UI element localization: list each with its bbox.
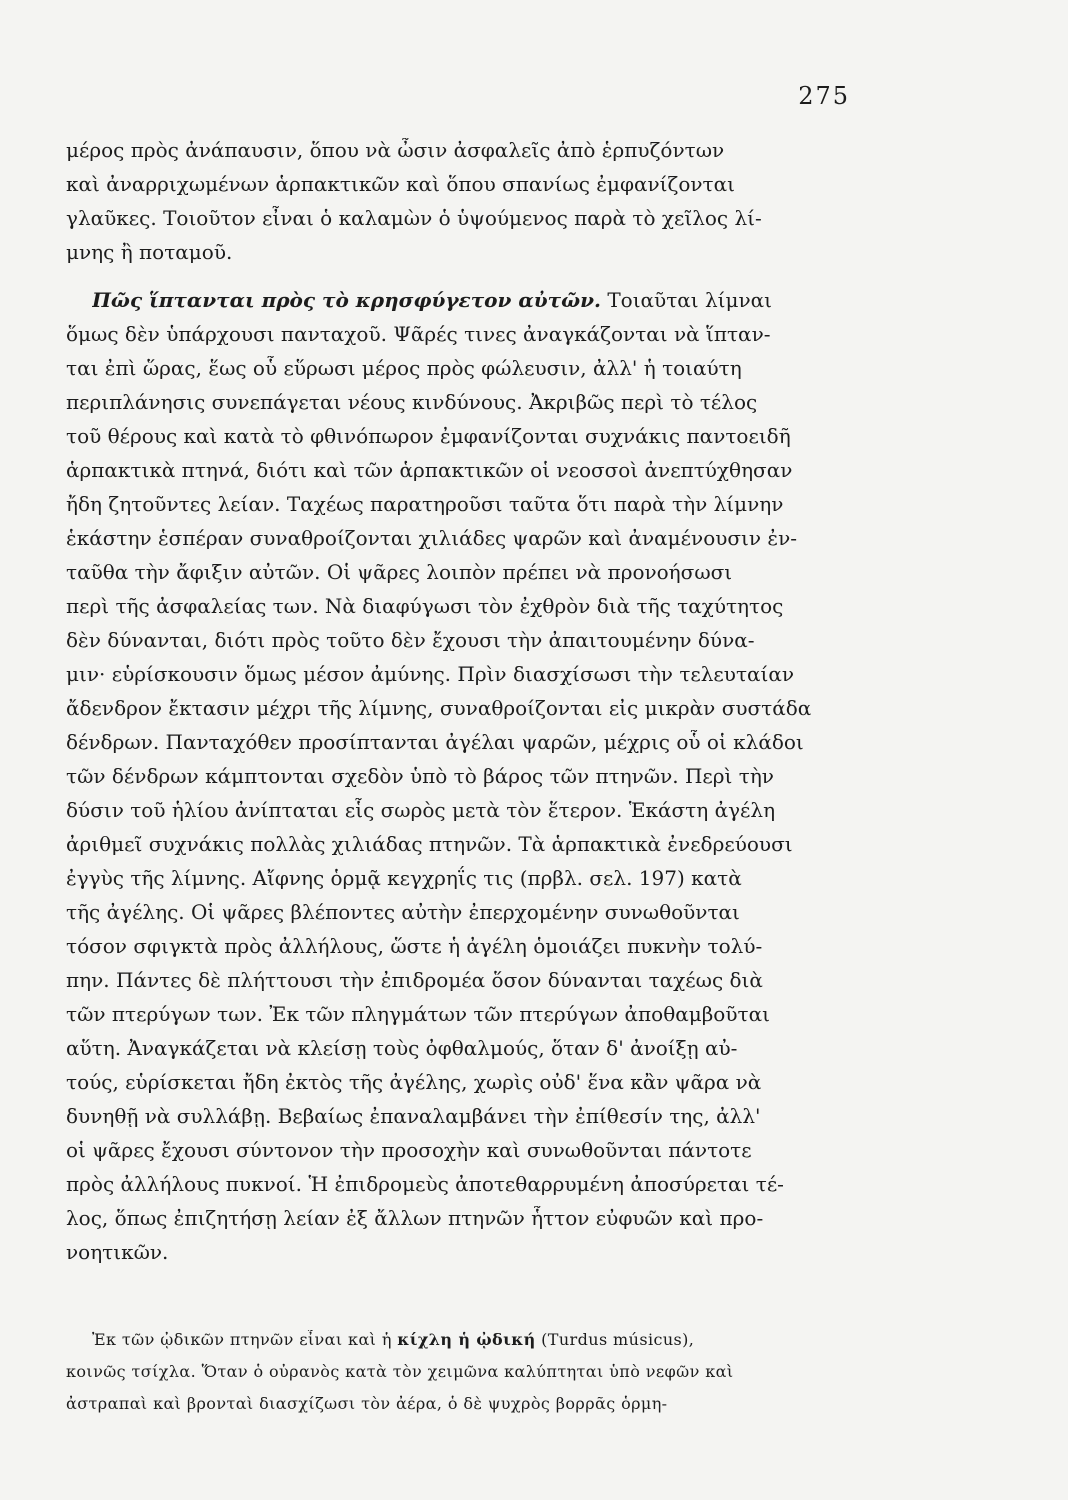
text-line: νοητικῶν. (66, 1240, 169, 1264)
text-line: περὶ τῆς ἀσφαλείας των. Νὰ διαφύγωσι τὸν ἐχθρὸν διὰ τῆς ταχύτητος (66, 594, 784, 618)
footnote-text: Ἐκ τῶν ᾠδικῶν πτηνῶν εἶναι καὶ ἡ (92, 1330, 398, 1349)
footnote-bold-term: κίχλη ἡ ᾠδική (397, 1330, 536, 1349)
footnote-line: κοινῶς τσίχλα. Ὅταν ὁ οὐρανὸς κατὰ τὸν χειμῶνα καλύπτηται ὑπὸ νεφῶν καὶ (66, 1362, 734, 1381)
text-line: δὲν δύνανται, διότι πρὸς τοῦτο δὲν ἔχουσι τὴν ἀπαιτουμένην δύνα- (66, 628, 755, 652)
text-line: ται ἐπὶ ὥρας, ἕως οὗ εὕρωσι μέρος πρὸς φώλευσιν, ἀλλ' ἡ τοιαύτη (66, 356, 742, 380)
text-line: τῶν δένδρων κάμπτονται σχεδὸν ὑπὸ τὸ βάρος τῶν πτηνῶν. Περὶ τὴν (66, 764, 774, 788)
text-line: τῶν πτερύγων των. Ἐκ τῶν πληγμάτων τῶν πτερύγων ἀποθαμβοῦται (66, 1002, 770, 1026)
text-line: καὶ ἀναρριχωμένων ἁρπακτικῶν καὶ ὅπου σπανίως ἐμφανίζονται (66, 172, 735, 196)
footnote-line (92, 1330, 882, 1349)
text-line: λος, ὅπως ἐπιζητήσῃ λείαν ἐξ ἄλλων πτηνῶν ἧττον εὐφυῶν καὶ προ- (66, 1206, 764, 1230)
text-line: ἁρπακτικὰ πτηνά, διότι καὶ τῶν ἁρπακτικῶν οἱ νεοσσοὶ ἀνεπτύχθησαν (66, 458, 793, 482)
text-line: περιπλάνησις συνεπάγεται νέους κινδύνους. Ἀκριβῶς περὶ τὸ τέλος (66, 390, 758, 414)
text-line: ἀριθμεῖ συχνάκις πολλὰς χιλιάδας πτηνῶν. Τὰ ἁρπακτικὰ ἐνεδρεύουσι (66, 832, 793, 856)
text-line: ἐγγὺς τῆς λίμνης. Αἴφνης ὁρμᾷ κεγχρηΐς τις (πρβλ. σελ. 197) κατὰ (66, 866, 742, 890)
text-line: δυνηθῇ νὰ συλλάβῃ. Βεβαίως ἐπαναλαμβάνει τὴν ἐπίθεσίν της, ἀλλ' (66, 1104, 761, 1128)
footnote-latin-name: (Turdus músicus), (535, 1330, 695, 1349)
text-line: οἱ ψᾶρες ἔχουσι σύντονον τὴν προσοχὴν καὶ συνωθοῦνται πάντοτε (66, 1138, 752, 1162)
text-line: πρὸς ἀλλήλους πυκνοί. Ἡ ἐπιδρομεὺς ἀποτεθαρρυμένη ἀποσύρεται τέ- (66, 1172, 784, 1196)
text-line: τῆς ἀγέλης. Οἱ ψᾶρες βλέποντες αὐτὴν ἐπερχομένην συνωθοῦνται (66, 900, 740, 924)
text-line: αὕτη. Ἀναγκάζεται νὰ κλείσῃ τοὺς ὀφθαλμούς, ὅταν δ' ἀνοίξῃ αὐ- (66, 1036, 738, 1060)
text-line: δύσιν τοῦ ἡλίου ἀνίπταται εἷς σωρὸς μετὰ τὸν ἕτερον. Ἑκάστη ἀγέλη (66, 798, 776, 822)
text-line: γλαῦκες. Τοιοῦτον εἶναι ὁ καλαμὼν ὁ ὑψούμενος παρὰ τὸ χεῖλος λί- (66, 206, 762, 230)
text-line: μιν· εὑρίσκουσιν ὅμως μέσον ἀμύνης. Πρὶν διασχίσωσι τὴν τελευταίαν (66, 662, 795, 686)
text-line: τοῦ θέρους καὶ κατὰ τὸ φθινόπωρον ἐμφανίζονται συχνάκις παντοειδῆ (66, 424, 791, 448)
text-line: πην. Πάντες δὲ πλήττουσι τὴν ἐπιδρομέα ὅσον δύνανται ταχέως διὰ (66, 968, 763, 992)
text-line: τόσον σφιγκτὰ πρὸς ἀλλήλους, ὥστε ἡ ἀγέλη ὁμοιάζει πυκνὴν τολύ- (66, 934, 763, 958)
text-line: μέρος πρὸς ἀνάπαυσιν, ὅπου νὰ ὦσιν ἀσφαλεῖς ἀπὸ ἑρπυζόντων (66, 138, 725, 162)
section-heading-line (92, 288, 898, 312)
text-line: μνης ἢ ποταμοῦ. (66, 240, 233, 264)
footnote-line: ἀστραπαὶ καὶ βρονταὶ διασχίζωσι τὸν ἀέρα, ὁ δὲ ψυχρὸς βορρᾶς ὁρμη- (66, 1394, 668, 1413)
text-line: ἑκάστην ἑσπέραν συναθροίζονται χιλιάδες ψαρῶν καὶ ἀναμένουσιν ἐν- (66, 526, 798, 550)
page-number: 275 (798, 82, 850, 110)
text-line: ἄδενδρον ἔκτασιν μέχρι τῆς λίμνης, συναθροίζονται εἰς μικρὰν συστάδα (66, 696, 812, 720)
text-line: ταῦθα τὴν ἄφιξιν αὐτῶν. Οἱ ψᾶρες λοιπὸν πρέπει νὰ προνοήσωσι (66, 560, 733, 584)
heading-continuation-text: Τοιαῦται λίμναι (607, 288, 772, 312)
text-line: ἤδη ζητοῦντες λείαν. Ταχέως παρατηροῦσι ταῦτα ὅτι παρὰ τὴν λίμνην (66, 492, 784, 516)
text-line: δένδρων. Πανταχόθεν προσίπτανται ἀγέλαι ψαρῶν, μέχρις οὗ οἱ κλάδοι (66, 730, 804, 754)
text-line: τούς, εὑρίσκεται ἤδη ἐκτὸς τῆς ἀγέλης, χωρὶς οὐδ' ἕνα κἂν ψᾶρα νὰ (66, 1070, 762, 1094)
section-heading: Πῶς ἵπτανται πρὸς τὸ κρησφύγετον αὐτῶν. (92, 288, 601, 312)
text-line: ὅμως δὲν ὑπάρχουσι πανταχοῦ. Ψᾶρές τινες ἀναγκάζονται νὰ ἵπταν- (66, 322, 771, 346)
